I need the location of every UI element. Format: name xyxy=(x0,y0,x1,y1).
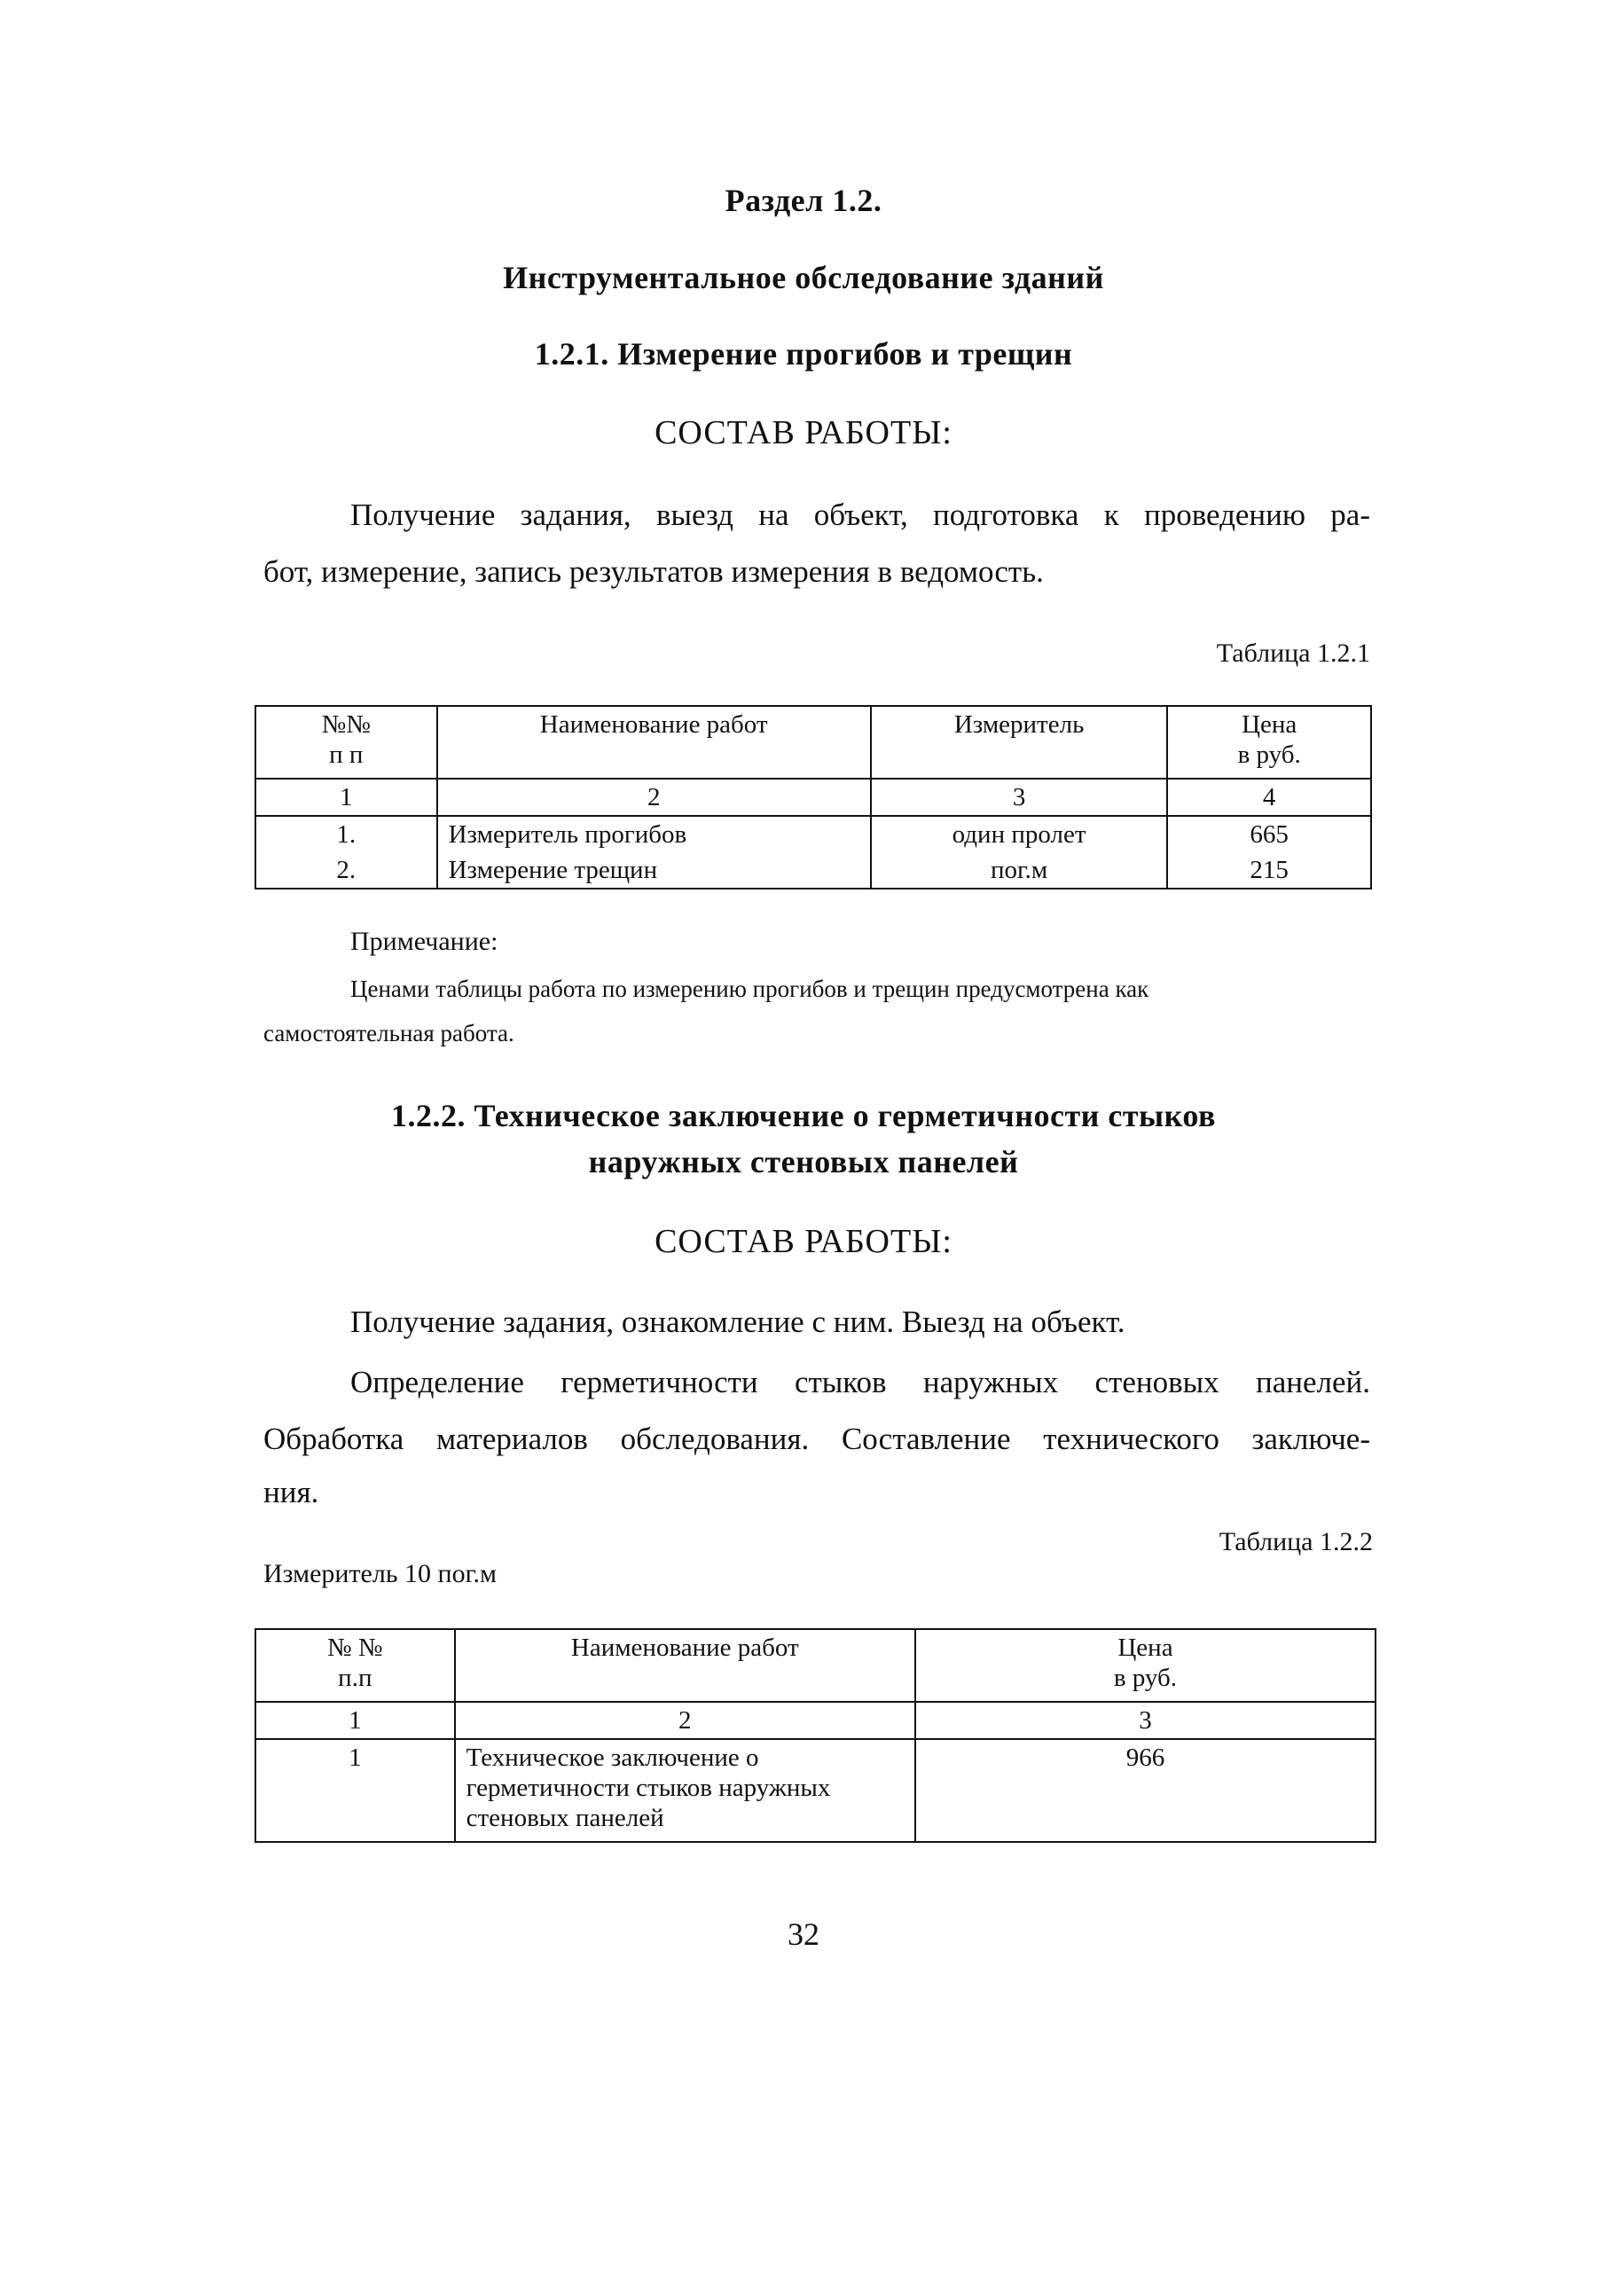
composition-text-1-line1: Получение задания, выезд на объект, подготовка к проведению ра- xyxy=(350,498,1370,532)
table-1-header-unit: Измеритель xyxy=(871,706,1168,779)
table-1-cell-name: Измеритель прогибов xyxy=(437,816,871,852)
composition-text-2-line1: Определение герметичности стыков наружных стеновых панелей. xyxy=(350,1365,1370,1399)
table-1-colnum: 2 xyxy=(437,779,871,816)
table-1-cell-unit: один пролет xyxy=(871,816,1168,852)
table-2-colnum: 2 xyxy=(455,1702,915,1739)
table-1-colnum: 1 xyxy=(255,779,437,816)
composition-heading-2: СОСТАВ РАБОТЫ: xyxy=(655,1223,952,1260)
table-1-cell-name: Измерение трещин xyxy=(437,852,871,889)
section-heading: Раздел 1.2. xyxy=(725,183,882,218)
table-2-cell-num: 1 xyxy=(255,1739,455,1842)
table-2-header-row xyxy=(255,1629,1376,1702)
table-row xyxy=(255,1739,1376,1842)
subsection-1-title: 1.2.1. Измерение прогибов и трещин xyxy=(534,336,1073,372)
subsection-2-title-line1: 1.2.2. Техническое заключение о герметичности стыков xyxy=(391,1098,1216,1133)
table-2-colnum: 3 xyxy=(915,1702,1376,1739)
table-1-colnum: 3 xyxy=(871,779,1168,816)
composition-text-2-line3: ния. xyxy=(263,1475,319,1509)
table-1-colnum: 4 xyxy=(1167,779,1371,816)
composition-text-1-line2: бот, измерение, запись результатов измерения в ведомость. xyxy=(263,554,1044,589)
table-1-cell-unit: пог.м xyxy=(871,852,1168,889)
table-2-label: Таблица 1.2.2 xyxy=(1219,1527,1373,1556)
composition-heading-1: СОСТАВ РАБОТЫ: xyxy=(655,414,952,451)
table-2-cell-price: 966 xyxy=(915,1739,1376,1842)
section-title: Инструментальное обследование зданий xyxy=(503,260,1104,295)
table-2-colnum: 1 xyxy=(255,1702,455,1739)
table-2-header-num: № № п.п xyxy=(255,1629,455,1702)
table-1-cell-num: 2. xyxy=(255,852,437,889)
composition-text-2-line2: Обработка материалов обследования. Составление технического заключе- xyxy=(263,1422,1370,1456)
table-1-cell-price: 215 xyxy=(1167,852,1371,889)
table-2-header-name: Наименование работ xyxy=(455,1629,915,1702)
table-1-header-num: №№ п п xyxy=(255,706,437,779)
note-line-2: самостоятельная работа. xyxy=(263,1020,514,1046)
table-1-cell-num: 1. xyxy=(255,816,437,852)
note-line-1: Ценами таблицы работа по измерению прогибов и трещин предусмотрена как xyxy=(350,976,1149,1002)
page-number: 32 xyxy=(788,1916,819,1952)
composition-text-2-para1: Получение задания, ознакомление с ним. Выезд на объект. xyxy=(350,1305,1125,1339)
table-1 xyxy=(255,705,1372,889)
subsection-2-title-line2: наружных стеновых панелей xyxy=(588,1144,1019,1179)
table-2-cell-name: Техническое заключение о герметичности стыков наружных стеновых панелей xyxy=(455,1739,915,1842)
table-1-colnum-row xyxy=(255,779,1371,816)
table-2-measure: Измеритель 10 пог.м xyxy=(263,1559,497,1588)
table-2 xyxy=(255,1628,1376,1843)
table-1-cell-price: 665 xyxy=(1167,816,1371,852)
table-2-colnum-row xyxy=(255,1702,1376,1739)
table-1-label: Таблица 1.2.1 xyxy=(1216,639,1370,668)
table-1-header-name: Наименование работ xyxy=(437,706,871,779)
note-label: Примечание: xyxy=(350,927,498,956)
table-row xyxy=(255,852,1371,889)
table-1-header-row xyxy=(255,706,1371,779)
table-1-header-price: Цена в руб. xyxy=(1167,706,1371,779)
table-row xyxy=(255,816,1371,852)
table-2-header-price: Цена в руб. xyxy=(915,1629,1376,1702)
